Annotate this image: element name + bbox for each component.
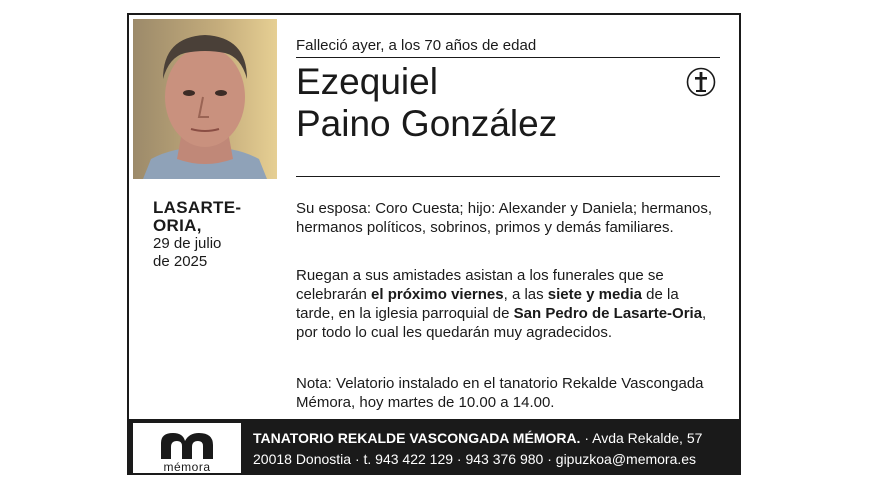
funeral-home-address: · Avda Rekalde, 57 bbox=[580, 430, 703, 446]
wake-paragraph: Nota: Velatorio instalado en el tanatorio Rekalde Vascongada Mémora, hoy martes de 10.00 a 14.00. bbox=[296, 375, 704, 411]
footer-contact: 20018 Donostia · t. 943 422 129 · 943 376 980 · gipuzkoa@memora.es bbox=[253, 451, 697, 467]
funeral-paragraph bbox=[296, 266, 720, 342]
cross-icon bbox=[686, 67, 716, 97]
funeral-text-4: , por todo lo cual les quedarán muy agradecidos. bbox=[296, 305, 707, 341]
family-paragraph: Su esposa: Coro Cuesta; hijo: Alexander y Daniela; hermanos, hermanos políticos, sobrinos, primos y demás familiares. bbox=[296, 200, 713, 236]
divider-mid bbox=[296, 176, 720, 177]
location-line1: LASARTE- bbox=[153, 198, 242, 217]
date-line1: 29 de julio bbox=[153, 235, 222, 252]
footer-line1 bbox=[253, 429, 702, 447]
name-surname: Paino González bbox=[296, 103, 558, 144]
funeral-home-name: TANATORIO REKALDE VASCONGADA MÉMORA. bbox=[253, 430, 581, 446]
obituary-card bbox=[127, 13, 741, 475]
date-line2: de 2025 bbox=[153, 253, 208, 270]
funeral-text-1: Ruegan a sus amistades asistan a los funerales que se celebrarán bbox=[296, 267, 664, 303]
funeral-time: siete y media bbox=[547, 286, 643, 303]
funeral-text-2: , a las bbox=[503, 286, 548, 303]
funeral-text-3: de la tarde, en la iglesia parroquial de bbox=[296, 286, 679, 322]
memora-logo-icon bbox=[157, 429, 217, 461]
intro-text: Falleció ayer, a los 70 años de edad bbox=[296, 37, 537, 54]
logo-wordmark: mémora bbox=[163, 460, 211, 474]
divider-top bbox=[296, 57, 720, 58]
name-first: Ezequiel bbox=[296, 61, 438, 102]
portrait-image bbox=[133, 19, 277, 179]
portrait-photo bbox=[133, 19, 277, 179]
memora-logo bbox=[133, 423, 241, 473]
location-date-block bbox=[153, 199, 273, 271]
funeral-church: San Pedro de Lasarte-Oria bbox=[513, 305, 703, 322]
location-line2: ORIA, bbox=[153, 216, 202, 235]
funeral-day: el próximo viernes bbox=[371, 286, 504, 303]
funeral-home-footer bbox=[129, 419, 739, 475]
deceased-name bbox=[296, 61, 557, 145]
